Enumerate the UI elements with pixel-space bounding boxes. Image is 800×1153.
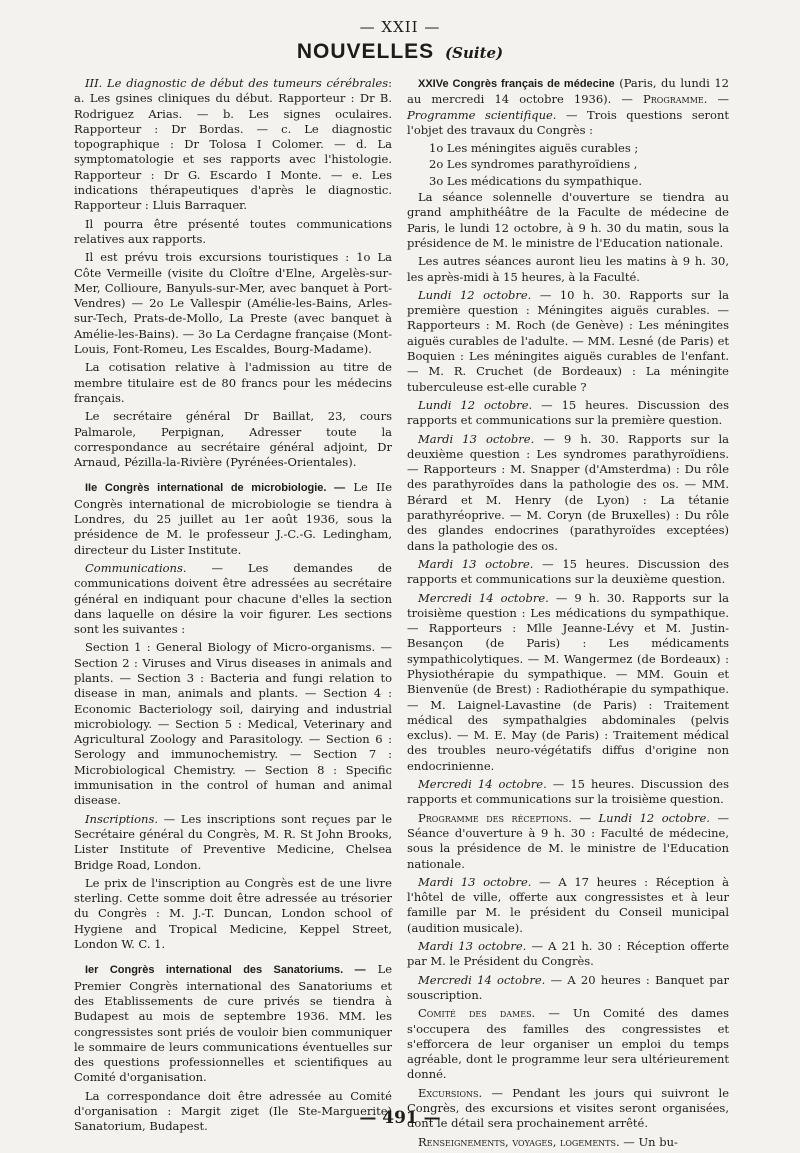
paragraph (407, 875, 729, 936)
paragraph (74, 812, 392, 873)
date-label: — Lundi 12 octobre. (579, 810, 710, 825)
date-label: Mardi 13 octobre. (418, 431, 535, 446)
paragraph-text: — Pendant les jours qui suivront le Congrès, des excursions et visites seront organisées, dont le détail sera prochainement arrêté. (407, 1085, 730, 1131)
paragraph-text: — 15 heures. Discussion des rapports et communications sur la première question. (407, 397, 730, 428)
page-roman-number: — XXII — (359, 18, 441, 36)
page-title (0, 40, 800, 64)
paragraph (407, 811, 729, 872)
date-label: Mercredi 14 octobre. (418, 972, 546, 987)
list-item: 2o Les syndromes parathyroïdiens , (429, 157, 638, 172)
paragraph (407, 288, 729, 395)
paragraph-text: — Séance d'ouverture à 9 h. 30 : Faculté de médecine, sous la présidence de M. le ministre de l'Education nationale. (407, 810, 730, 871)
paragraph-text: — Un bu- (623, 1134, 678, 1149)
paragraph-text: — 15 heures. Discussion des rapports et communications sur la troisième question. (407, 777, 730, 807)
date-label: Lundi 12 octobre. (418, 287, 532, 302)
date-label: Mercredi 14 octobre. (418, 777, 547, 792)
paragraph: La séance solennelle d'ouverture se tiendra au grand amphithéâtre de la Faculte de médecine de Paris, le lundi 12 octobre, à 9 h. 30 du matin, sous la présidence de M. le ministre de l'Education nationale. (407, 190, 729, 250)
paragraph-text: — 9 h. 30. Rapports sur la deuxième question : Les syndromes parathyroïdiens. — Rapporteurs : M. Snapper (d'Amsterdma) : Du rôle des parathyroïdes dans la pathologie des os. — MM. Bérard et M. Henry (de Lyon) : La tétanie parathyréoprive. — M. Coryn (de Bruxelles) : Du rôle des glandes endocrines (parathyroïdes exceptées) dans la pathologie des os. (407, 431, 730, 553)
paragraph (407, 777, 729, 808)
paragraph-text: : a. Les gsines cliniques du début. Rapporteur : Dr B. Rodriguez Arias. — b. Les signes oculaires. Rapporteur : Dr Bordas. — c. Le diagnostic topographique : Dr Tolosa I Colomer. — d. La symptomatologie et ses rapports avec l'histologie. Rapporteur : Dr G. Escardo I Monte. — e. Les indications thérapeutiques d'après le diagnostic. Rapporteur : Lluis Barraquer. (74, 76, 392, 213)
paragraph (407, 432, 729, 554)
page-number: — 491 — (359, 1108, 441, 1128)
paragraph-text: — A 21 h. 30 : Réception offerte par M. le Président du Congrès. (407, 939, 730, 969)
article-heading: Ier Congrès international des Sanatoriums. — (85, 964, 366, 977)
section-label: Inscriptions. (85, 811, 159, 826)
paragraph-text: — A 17 heures : Réception à l'hôtel de ville, offerte aux congressistes et à leur famille par M. le président du Conseil municipal (audition musicale). (407, 874, 729, 935)
paragraph: Il pourra être présenté toutes communications relatives aux rapports. (74, 216, 392, 246)
paragraph-text: — Les demandes de communications doivent être adressées au secrétaire général en indiquant pour chacune d'elles la section dans laquelle on désire la voir figurer. Les sections sont les suivantes : (74, 560, 392, 637)
paragraph-text: — 9 h. 30. Rapports sur la troisième question : Les médications du sympathique. — Rapporteurs : Mlle Jeanne-Lévy et M. Justin-Besançon (de Paris) : Les médicaments sympathicolytiques. — M. Wangermez (de Bordeaux) : Physiothérapie du sympathique. — MM. Gouin et Bienvenüe (de Brest) : Radiothérapie du sympathique. — M. Laignel-Lavastine (de Paris) : Traitement médical des sympathalgies abdominales (pelvis exclus). — M. E. May (de Paris) : Traitement médical des troubles neuro-végétatifs diffus d'origine non endocrinienne. (407, 590, 730, 773)
section-label: Communications. (85, 560, 187, 575)
paragraph (407, 939, 729, 970)
section-label: Programme des réceptions. (418, 810, 572, 825)
section-label: Comité des dames. (418, 1006, 536, 1021)
date-label: Mardi 13 octobre. (418, 556, 534, 571)
paragraph: Section 1 : General Biology of Micro-organisms. — Section 2 : Viruses and Virus diseases in animals and plants. — Section 3 : Bacteria and fungi relation to disease in man, animals and plants. — Section 4 : Economic Bacteriology soil, dairying and industrial microbiology. — Section 5 : Medical, Veterinary and Agricultural Zoology and Parasitology. — Section 6 : Serology and immunochemistry. — Section 7 : Microbiological Chemistry. — Section 8 : Specific immunisation in the control of human and animal disease. (74, 640, 392, 808)
paragraph-text: — Trois questions seront l'objet des travaux du Congrès : (407, 107, 729, 137)
paragraph-text: — 10 h. 30. Rapports sur la première question : Méningites aiguës curables. — Rapporteurs : M. Roch (de Genève) : Les méningites aiguës curables de l'adulte. — MM. Lesné (de Paris) et Boquien : Les méningites aiguës curables de l'enfant. — M. R. Cruchet (de Bordeaux) : La méningite tuberculeuse est-elle curable ? (407, 287, 730, 394)
paragraph-text: — Un Comité des dames s'occupera des familles des congressistes et s'efforcera de leur organiser un emploi du temps agréable, dont le programme leur sera ultérieurement donné. (407, 1006, 730, 1082)
paragraph: Il est prévu trois excursions touristiques : 1o La Côte Vermeille (visite du Cloître d'Elne, Argelès-sur-Mer, Collioure, Banyuls-sur-Mer, avec banquet à Port-Vendres) — 2o Le Vallespir (Amélie-les-Bains, Arles-sur-Tech, Prats-de-Mollo, La Preste (avec banquet à Amélie-les-Bains). — 3o La Cerdagne française (Mont-Louis, Font-Romeu, Les Escaldes, Bourg-Madame). (74, 250, 392, 357)
section-label: — Programme scientifique. (407, 92, 729, 122)
paragraph (407, 398, 729, 429)
date-label: Lundi 12 octobre. (418, 397, 533, 412)
date-label: Mercredi 14 octobre. (418, 590, 549, 605)
paragraph (407, 973, 729, 1004)
paragraph: Le secrétaire général Dr Baillat, 23, cours Palmarole, Perpignan, Adresser toute la correspondance au secrétaire général adjoint, Dr Arnaud, Pézilla-la-Rivière (Pyrénées-Orientales). (74, 409, 392, 470)
paragraph-text: Le Premier Congrès international des Sanatoriums et des Etablissements de cure privés se tiendra à Budapest au mois de septembre 1936. MM. les congressistes sont priés de vouloir bien communiquer le sommaire de leurs communications éventuelles sur des questions professionnelles et scientifiques au Comité d'organisation. (74, 962, 393, 1085)
section-label: Excursions. (418, 1085, 483, 1100)
section-label: III. Le diagnostic de début des tumeurs cérébrales (85, 76, 389, 90)
section-label: Programme. (643, 92, 708, 107)
paragraph (407, 1135, 729, 1150)
section-label: Renseignements, voyages, logements. (418, 1134, 620, 1149)
date-label: Mardi 13 octobre. (418, 939, 527, 954)
paragraph (74, 962, 392, 1085)
paragraph (407, 591, 729, 775)
paragraph-text: — A 20 heures : Banquet par souscription. (407, 972, 729, 1002)
right-column (407, 76, 729, 1153)
article-heading: XXIVe Congrès français de médecine (418, 78, 615, 90)
title-suffix: (Suite) (445, 44, 504, 62)
paragraph (407, 1006, 729, 1082)
paragraph (407, 557, 729, 588)
paragraph (407, 76, 729, 138)
paragraph (74, 480, 392, 557)
list-item: 3o Les médications du sympathique. (429, 173, 643, 188)
paragraph-text: — Les inscriptions sont reçues par le Secrétaire général du Congrès, M. R. St John Brooks, Lister Institute of Preventive Medicine, Chelsea Bridge Road, London. (74, 811, 393, 872)
article-heading: IIe Congrès international de microbiologie. — (85, 482, 346, 495)
paragraph (74, 76, 392, 214)
paragraph: La correspondance doit être adressée au Comité d'organisation : Margit ziget (Ile Ste-Marguerite) Sanatorium, Budapest. (74, 1088, 392, 1134)
paragraph-text: — 15 heures. Discussion des rapports et communications sur la deuxième question. (407, 556, 730, 587)
paragraph-text: (Paris, du lundi 12 au mercredi 14 octobre 1936). — (407, 76, 729, 107)
paragraph-text: Le IIe Congrès international de microbiologie se tiendra à Londres, du 25 juillet au 1er août 1936, sous la présidence de M. le professeur J.-C.-G. Ledingham, directeur du Lister Institute. (74, 480, 392, 557)
paragraph: Le prix de l'inscription au Congrès est de une livre sterling. Cette somme doit être adressée au trésorier du Congrès : M. J.-T. Duncan, London school of Hygiene and Tropical Medicine, Keppel Street, London W. C. 1. (74, 875, 392, 952)
title-text: NOUVELLES (296, 40, 435, 63)
paragraph: La cotisation relative à l'admission au titre de membre titulaire est de 80 francs pour les médecins français. (74, 360, 392, 405)
paragraph (74, 561, 392, 637)
list-item: 1o Les méningites aiguës curables ; (429, 141, 639, 156)
paragraph: Les autres séances auront lieu les matins à 9 h. 30, les après-midi à 15 heures, à la Faculté. (407, 254, 729, 284)
date-label: Mardi 13 octobre. (418, 874, 532, 889)
left-column (74, 76, 392, 1138)
